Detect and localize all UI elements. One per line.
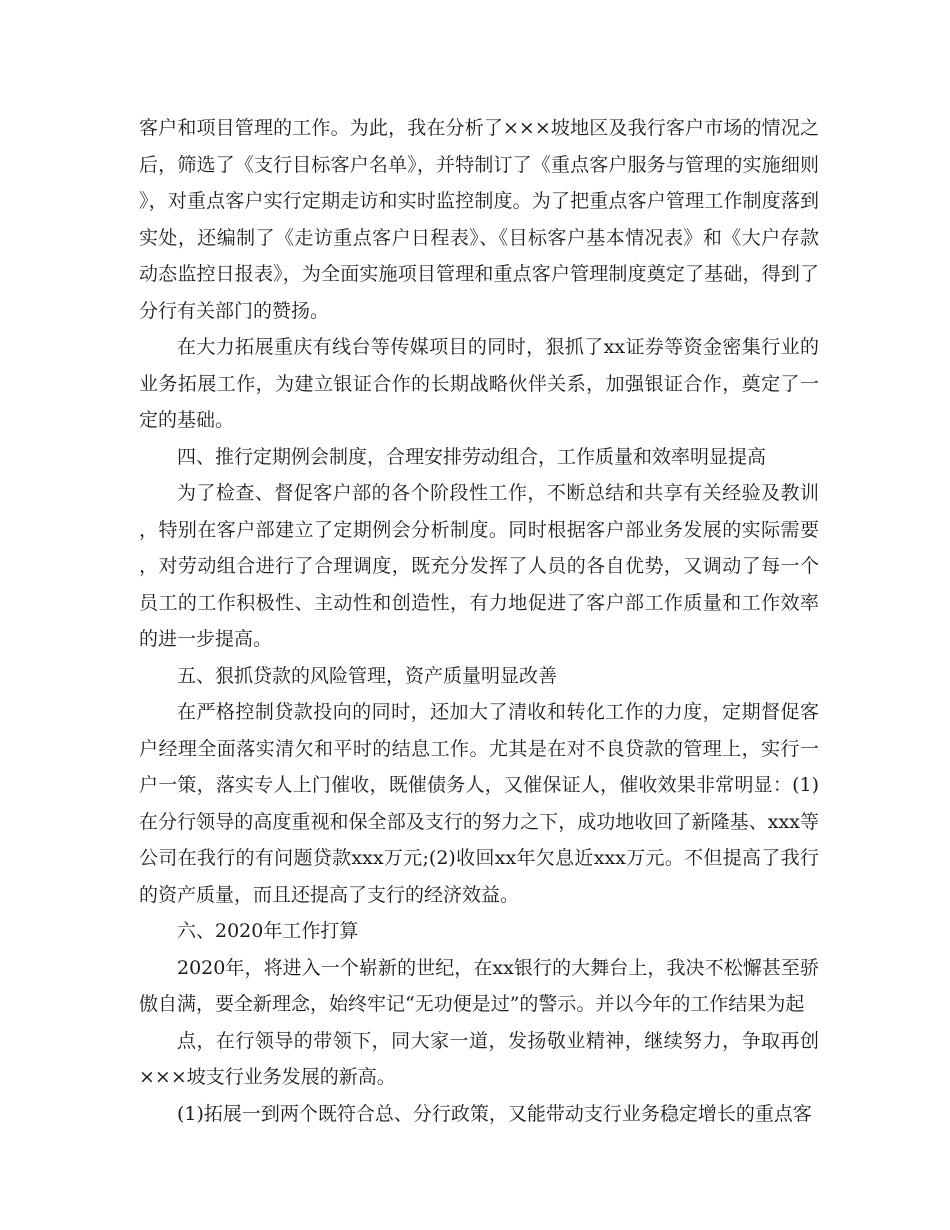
section-heading: 四、推行定期例会制度，合理安排劳动组合，工作质量和效率明显提高 xyxy=(177,445,767,468)
paragraph: 2020年，将进入一个崭新的世纪，在xx银行的大舞台上，我决不松懈甚至骄傲自满，要全新理念，始终牢记“无功便是过”的警示。并以今年的工作结果为起 xyxy=(139,956,819,1015)
document-body xyxy=(139,110,819,1132)
paragraph: 客户和项目管理的工作。为此，我在分析了×××坡地区及我行客户市场的情况之后，筛选了《支行目标客户名单》，并特制订了《重点客户服务与管理的实施细则》，对重点客户实行定期走访和实时监控制度。为了把重点客户管理工作制度落到实处，还编制了《走访重点客户日程表》、《目标客户基本情况表》和《大户存款动态监控日报表》，为全面实施项目管理和重点客户管理制度奠定了基础，得到了分行有关部门的赞扬。 xyxy=(139,117,819,322)
paragraph: 在严格控制贷款投向的同时，还加大了清收和转化工作的力度，定期督促客户经理全面落实清欠和平时的结息工作。尤其是在对不良贷款的管理上，实行一户一策，落实专人上门催收，既催债务人，又催保证人，催收效果非常明显：(1)在分行领导的高度重视和保全部及支行的努力之下，成功地收回了新隆基、xxx等公司在我行的有问题贷款xxx万元;(2)收回xx年欠息近xxx万元。不但提高了我行的资产质量，而且还提高了支行的经济效益。 xyxy=(139,701,819,906)
section-heading: 五、狠抓贷款的风险管理，资产质量明显改善 xyxy=(177,664,558,687)
section-heading: 六、2020年工作打算 xyxy=(177,920,359,942)
paragraph: 点，在行领导的带领下，同大家一道，发扬敬业精神，继续努力，争取再创×××坡支行业务发展的新高。 xyxy=(139,1029,819,1088)
paragraph: 为了检查、督促客户部的各个阶段性工作，不断总结和共享有关经验及教训，特别在客户部建立了定期例会分析制度。同时根据客户部业务发展的实际需要，对劳动组合进行了合理调度，既充分发挥了人员的各自优势，又调动了每一个员工的工作积极性、主动性和创造性，有力地促进了客户部工作质量和工作效率的进一步提高。 xyxy=(139,482,819,650)
paragraph: 在大力拓展重庆有线台等传媒项目的同时，狠抓了xx证券等资金密集行业的业务拓展工作，为建立银证合作的长期战略伙伴关系，加强银证合作，奠定了一定的基础。 xyxy=(139,336,819,431)
list-item: (1)拓展一到两个既符合总、分行政策，又能带动支行业务稳定增长的重点客 xyxy=(177,1102,812,1125)
